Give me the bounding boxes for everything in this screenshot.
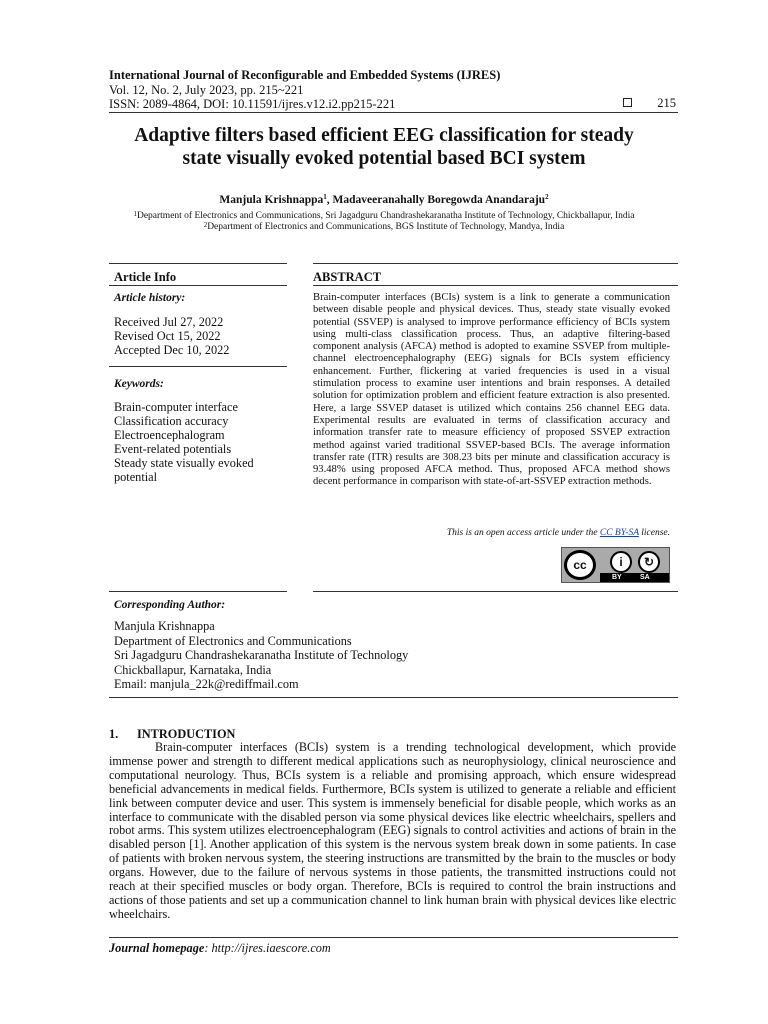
issn-doi: ISSN: 2089-4864, DOI: 10.11591/ijres.v12.i2.pp215-221: [109, 97, 396, 111]
badge-sa-label: SA: [640, 574, 650, 581]
journal-homepage: [109, 941, 331, 956]
article-info-heading: Article Info: [114, 270, 177, 284]
corresponding-institute: Sri Jagadguru Chandrashekaranatha Institute of Technology: [114, 648, 409, 662]
paper-title: [100, 124, 668, 170]
footer-rule: [109, 937, 678, 938]
footer-colon: :: [204, 941, 212, 955]
keywords-list: [114, 400, 254, 484]
article-history-list: [114, 315, 229, 357]
introduction-paragraph: Brain-computer interfaces (BCIs) system is a trending technological development, which provide immense power and strength to different medical applications such as neurophysiology, clinical neuroscience and computational neurology. Thus, BCIs system is a reliable and promising approach, which ensure widespread beneficial advancements in medical fields. Furthermore, BCIs system is utilized to generate a reliable and efficient link between computer device and user. This system is immensely beneficial for disable people, which works as an interface to communicate with the disabled person via some physical devices like electric wheelchairs, spellers and robot arms. This system utilizes electroencephalogram (EEG) signals to control activities and actions of brain in the disabled person [1]. Another application of this system is the nervous system break down in some patients. In case of patients with broken nervous system, the steering instructions are transmitted by the brain to the muscles or body organs. However, due to the failure of nervous systems in those patients, the transmitted instructions could not reach at their specified muscles or body organ. Therefore, BCIs is required to control the brain instructions and actions of those patients and set up a communication channel to link human brain with physical devices like electric wheelchairs.: [109, 740, 676, 921]
corresponding-name: Manjula Krishnappa: [114, 619, 215, 633]
history-accepted: Accepted Dec 10, 2022: [114, 343, 230, 357]
header-rule: [109, 112, 678, 113]
cc-by-sa-badge-icon[interactable]: [561, 547, 670, 583]
corresponding-details: [114, 619, 408, 692]
corresponding-bottom-rule: [109, 697, 678, 698]
license-prefix: This is an open access article under the: [446, 528, 600, 538]
affiliation-2: [100, 222, 668, 232]
badge-by-label: BY: [612, 574, 622, 581]
corresponding-location: Chickballapur, Karnataka, India: [114, 662, 272, 677]
page-number: 215: [657, 96, 676, 110]
author-1: Manjula Krishnappa: [219, 194, 324, 206]
license-notice: [313, 528, 670, 538]
history-received: Received Jul 27, 2022: [114, 315, 224, 329]
affiliation-1: [100, 211, 668, 221]
author-2: Madaveeranahally Boregowda Anandaraju: [332, 194, 546, 206]
article-history-heading: Article history:: [114, 292, 186, 304]
author-separator: ,: [326, 194, 333, 206]
keyword-item: Classification accuracy: [114, 414, 229, 428]
title-line-2: state visually evoked potential based BCI system: [182, 148, 586, 169]
keyword-item: Steady state visually evoked: [114, 456, 254, 470]
abstract-text: Brain-computer interfaces (BCIs) system is a link to generate a communication between disable people and physical devices. Thus, steady state visually evoked potential (SSVEP) is analysed to improve performance efficiency of BCIs system using multi-class classification process. Thus, an adaptive filtering-based component analysis (AFCA) method is adopted to examine SSVEP from multiple-channel electroencephalography (EEG) signals for BCIs system efficiency enhancement. Further, flickering at varied frequencies is used in a visual stimulation process to examine user intentions and brain responses. A detailed solution for optimization problem and efficient feature extraction is also presented. Here, a large SSVEP dataset is utilized which contains 256 channel EEG data. Experimental results are evaluated in terms of classification accuracy and information transfer rate to measure efficiency of proposed SSVEP extraction method against varied traditional SSVEP-based BCIs. The average information transfer rate (ITR) results are 308.23 bits per minute and classification accuracy is 93.48% using proposed AFCA method. Thus, proposed AFCA method shows decent performance in comparison with state-of-art-SSVEP extraction methods.: [313, 292, 670, 488]
corresponding-heading: Corresponding Author:: [114, 599, 226, 611]
title-line-1: Adaptive filters based efficient EEG classification for steady: [134, 125, 634, 146]
article-info-rule: [109, 285, 287, 286]
keyword-item: Brain-computer interface: [114, 400, 238, 414]
share-alike-icon: ↻: [638, 551, 660, 573]
article-info-top-rule: [109, 263, 287, 264]
author-list: [100, 194, 668, 206]
abstract-top-rule: [313, 263, 678, 264]
history-revised: Revised Oct 15, 2022: [114, 329, 221, 343]
license-suffix: license.: [638, 528, 670, 538]
author-1-sup: 1: [323, 193, 327, 201]
square-icon: [623, 98, 632, 107]
person-icon: i: [610, 551, 632, 573]
section-number: 1.: [109, 727, 119, 741]
footer-label: Journal homepage: [109, 941, 205, 955]
affiliation-1-sup: 1: [133, 210, 137, 218]
section-title: INTRODUCTION: [137, 727, 236, 741]
keyword-item: Event-related potentials: [114, 442, 232, 456]
affiliation-2-sup: 2: [203, 221, 208, 229]
affiliation-2-text: Department of Electronics and Communications, BGS Institute of Technology, Mandya, India: [207, 222, 565, 232]
badge-strip: [600, 573, 669, 582]
history-rule: [109, 366, 287, 367]
corresponding-department: Department of Electronics and Communications: [114, 633, 352, 648]
corresponding-top-rule: [109, 591, 287, 592]
corresponding-email: Email: manjula_22k@rediffmail.com: [114, 677, 299, 691]
author-2-sup: 2: [545, 193, 549, 201]
abstract-rule: [313, 285, 678, 286]
volume-info: Vol. 12, No. 2, July 2023, pp. 215~221: [109, 83, 304, 97]
journal-name: International Journal of Reconfigurable and Embedded Systems (IJRES): [109, 68, 501, 82]
footer-url[interactable]: http://ijres.iaescore.com: [211, 941, 331, 955]
keyword-item: potential: [114, 470, 158, 484]
license-link[interactable]: CC BY-SA: [599, 528, 639, 538]
keyword-item: Electroencephalogram: [114, 428, 225, 442]
affiliation-1-text: Department of Electronics and Communications, Sri Jagadguru Chandrashekaranatha Institute of Technology, Chickballapur, India: [136, 211, 635, 221]
abstract-heading: ABSTRACT: [313, 270, 382, 284]
cc-icon: cc: [564, 550, 596, 580]
keywords-heading: Keywords:: [114, 378, 164, 390]
abstract-bottom-rule: [313, 591, 678, 592]
